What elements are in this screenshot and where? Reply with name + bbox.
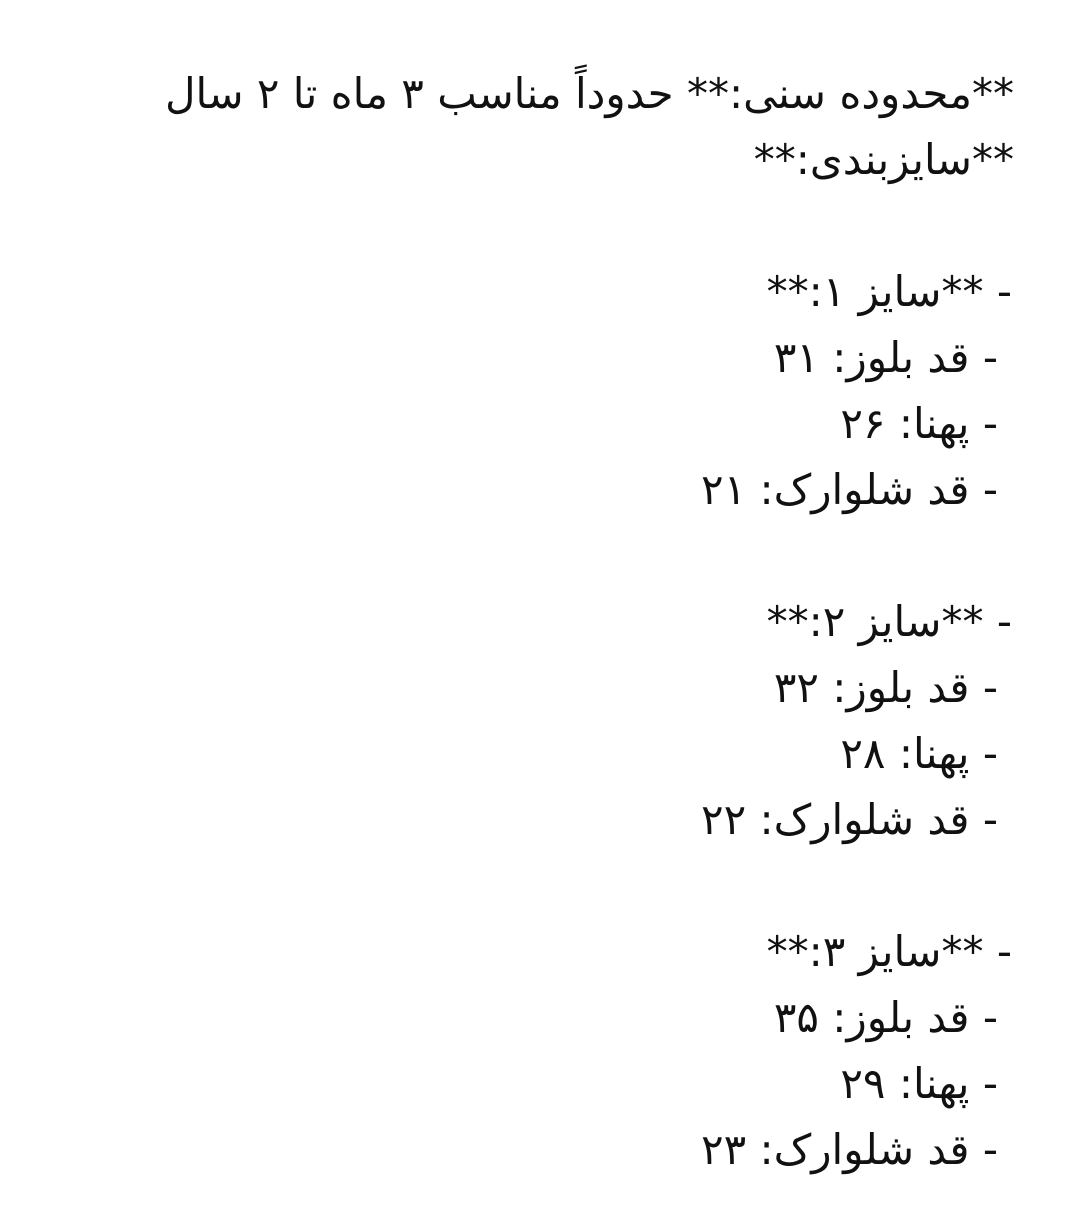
size-1-width: - پهنا: ۲۶ (840, 399, 998, 448)
age-range-line: **محدوده سنی:** حدوداً مناسب ۳ ماه تا ۲ سال (165, 69, 1014, 118)
size-1-top-length: - قد بلوز: ۳۱ (773, 333, 998, 382)
size-2-shorts-length: - قد شلوارک: ۲۲ (701, 795, 998, 844)
size-2-width: - پهنا: ۲۸ (840, 729, 998, 778)
sizing-title: **سایزبندی:** (753, 135, 1014, 184)
size-1-shorts-length: - قد شلوارک: ۲۱ (701, 465, 998, 514)
size-3-top-length: - قد بلوز: ۳۵ (773, 993, 998, 1042)
size-1-heading: - **سایز ۱:** (766, 267, 1012, 316)
size-2-top-length: - قد بلوز: ۳۲ (773, 663, 998, 712)
size-2-heading: - **سایز ۲:** (766, 597, 1012, 646)
size-3-shorts-length: - قد شلوارک: ۲۳ (701, 1125, 998, 1174)
size-3-width: - پهنا: ۲۹ (840, 1059, 998, 1108)
size-3-heading: - **سایز ۳:** (766, 927, 1012, 976)
